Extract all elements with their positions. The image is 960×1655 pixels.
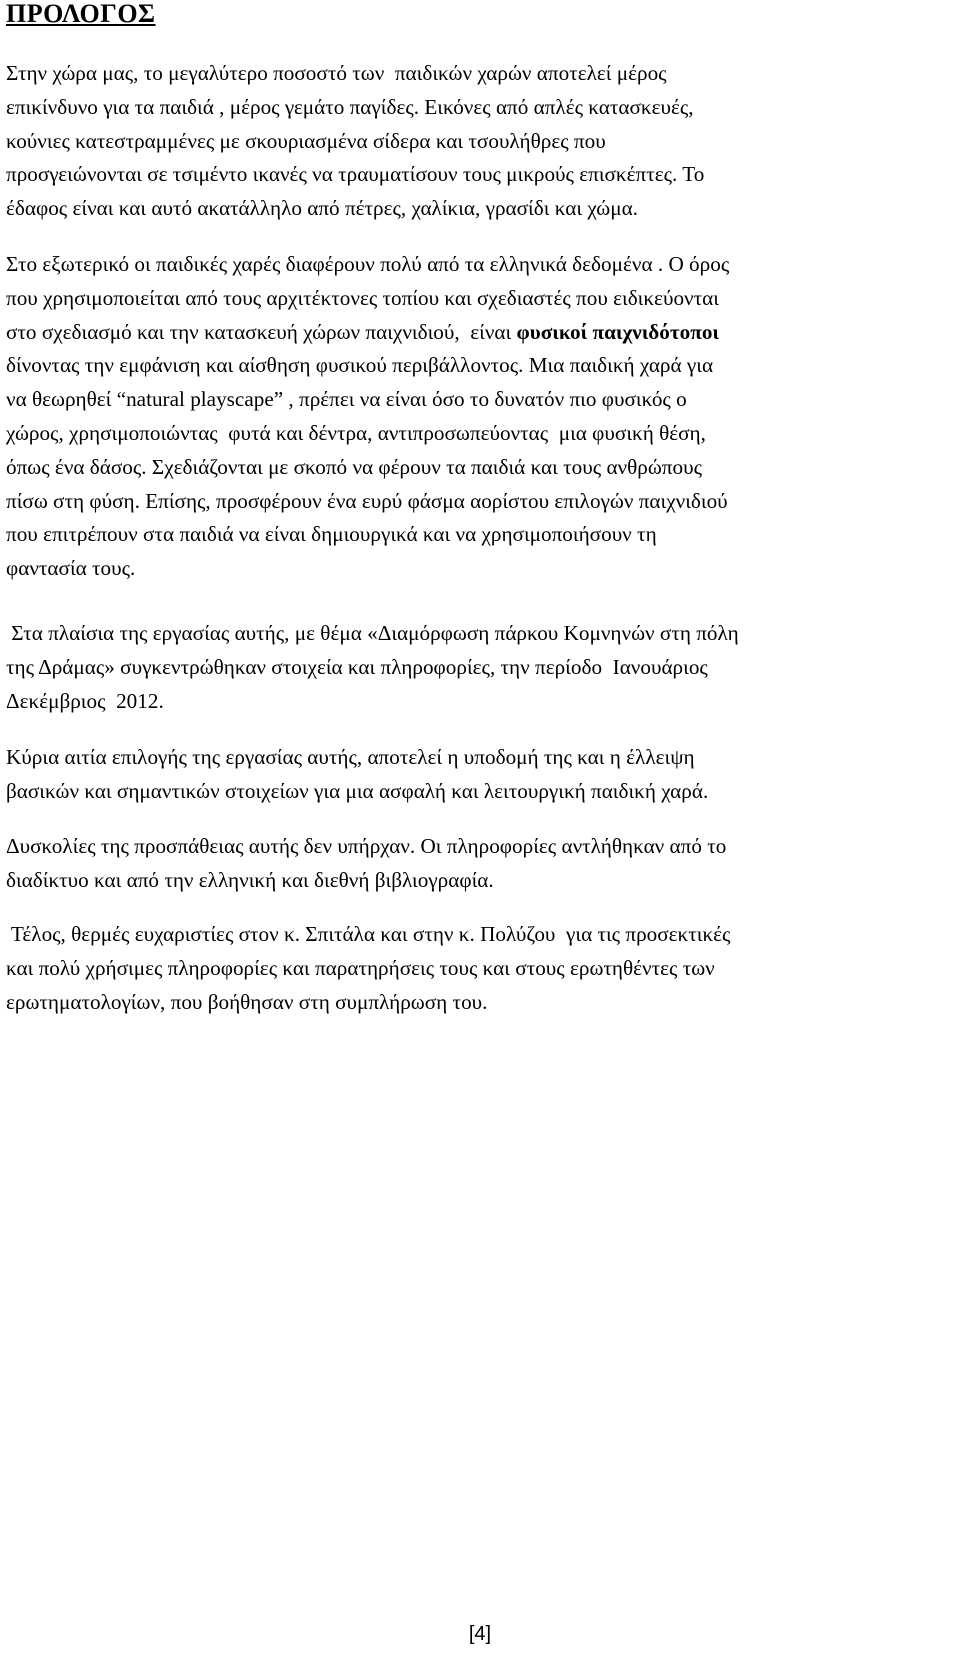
text-line — [6, 383, 954, 417]
text-line — [6, 651, 954, 685]
text-run: κούνιες κατεστραμμένες με σκουριασμένα σίδερα και τσουλήθρες που — [6, 128, 606, 153]
text-line — [6, 248, 954, 282]
text-run: ερωτηματολογίων, που βοήθησαν στη συμπλήρωση του. — [6, 989, 488, 1014]
text-line — [6, 518, 954, 552]
text-run: και πολύ χρήσιμες πληροφορίες και παρατηρήσεις τους και στους ερωτηθέντες των — [6, 955, 715, 980]
text-line — [6, 830, 954, 864]
text-run: Κύρια αιτία επιλογής της εργασίας αυτής, αποτελεί η υποδομή της και η έλλειψη — [6, 745, 695, 769]
text-run: Δεκέμβριος 2012. — [6, 688, 164, 713]
text-run: έδαφος είναι και αυτό ακατάλληλο από πέτρες, χαλίκια, γρασίδι και χώμα. — [6, 196, 638, 221]
paragraph-2 — [6, 248, 954, 586]
text-run: Στα πλαίσια της εργασίας αυτής, με θέμα «Διαμόρφωση πάρκου Κομνηνών στη πόλη — [6, 621, 739, 645]
text-line — [6, 918, 954, 952]
text-line — [6, 125, 954, 159]
text-run: επικίνδυνο για τα παιδιά , μέρος γεμάτο παγίδες. Εικόνες από απλές κατασκευές, — [6, 94, 694, 119]
text-run: της Δράμας» συγκεντρώθηκαν στοιχεία και πληροφορίες, την περίοδο Ιανουάριος — [6, 654, 708, 679]
page-title: ΠΡΟΛΟΓΟΣ — [6, 0, 156, 28]
page-number: [4] — [468, 1623, 492, 1645]
text-line — [6, 451, 954, 485]
text-run: που επιτρέπουν στα παιδιά να είναι δημιουργικά και να χρησιμοποιήσουν τη — [6, 522, 657, 547]
text-line — [6, 775, 954, 809]
paragraph-6 — [6, 918, 954, 1019]
text-line — [6, 417, 954, 451]
text-run: Στο εξωτερικό οι παιδικές χαρές διαφέρουν πολύ από τα ελληνικά δεδομένα . Ο όρος — [6, 252, 730, 276]
text-line — [6, 952, 954, 986]
text-run: Στην χώρα μας, το μεγαλύτερο ποσοστό των παιδικών χαρών αποτελεί μέρος — [6, 61, 667, 85]
text-line — [6, 617, 954, 651]
text-line — [6, 741, 954, 775]
text-line — [6, 91, 954, 125]
text-line — [6, 986, 954, 1020]
text-line — [6, 282, 954, 316]
text-line — [6, 192, 954, 226]
text-run: χώρος, χρησιμοποιώντας φυτά και δέντρα, αντιπροσωπεύοντας μια φυσική θέση, — [6, 420, 706, 445]
text-line — [6, 349, 954, 383]
text-run: διαδίκτυο και από την ελληνική και διεθνή βιβλιογραφία. — [6, 867, 494, 892]
text-run: Τέλος, θερμές ευχαριστίες στον κ. Σπιτάλα και στην κ. Πολύζου για τις προσεκτικές — [6, 922, 731, 946]
text-run: πίσω στη φύση. Επίσης, προσφέρουν ένα ευρύ φάσμα αορίστου επιλογών παιχνιδιού — [6, 488, 728, 513]
text-line — [6, 864, 954, 898]
text-run: προσγειώνονται σε τσιμέντο ικανές να τραυματίσουν τους μικρούς επισκέπτες. Το — [6, 162, 705, 187]
text-run: στο σχεδιασμό και την κατασκευή χώρων παιχνιδιού, είναι — [6, 319, 517, 344]
text-run: να θεωρηθεί “natural playscape” , πρέπει να είναι όσο το δυνατόν πιο φυσικός ο — [6, 387, 687, 412]
paragraph-3 — [6, 617, 954, 718]
text-run: Δυσκολίες της προσπάθειας αυτής δεν υπήρχαν. Οι πληροφορίες αντλήθηκαν από το — [6, 834, 727, 858]
bold-term: φυσικοί παιχνιδότοποι — [516, 319, 720, 344]
text-run: φαντασία τους. — [6, 556, 136, 581]
text-line — [6, 685, 954, 719]
text-run: βασικών και σημαντικών στοιχείων για μια ασφαλή και λειτουργική παιδική χαρά. — [6, 778, 709, 803]
text-line — [6, 316, 954, 350]
text-run: που χρησιμοποιείται από τους αρχιτέκτονες τοπίου και σχεδιαστές που ειδικεύονται — [6, 285, 719, 310]
text-line — [6, 158, 954, 192]
paragraph-5 — [6, 830, 954, 898]
text-line — [6, 485, 954, 519]
text-run: δίνοντας την εμφάνιση και αίσθηση φυσικού περιβάλλοντος. Μια παιδική χαρά για — [6, 353, 714, 378]
text-line — [6, 57, 954, 91]
text-line — [6, 552, 954, 586]
paragraph-4 — [6, 741, 954, 809]
paragraph-1 — [6, 57, 954, 226]
text-run: όπως ένα δάσος. Σχεδιάζονται με σκοπό να φέρουν τα παιδιά και τους ανθρώπους — [6, 454, 702, 479]
